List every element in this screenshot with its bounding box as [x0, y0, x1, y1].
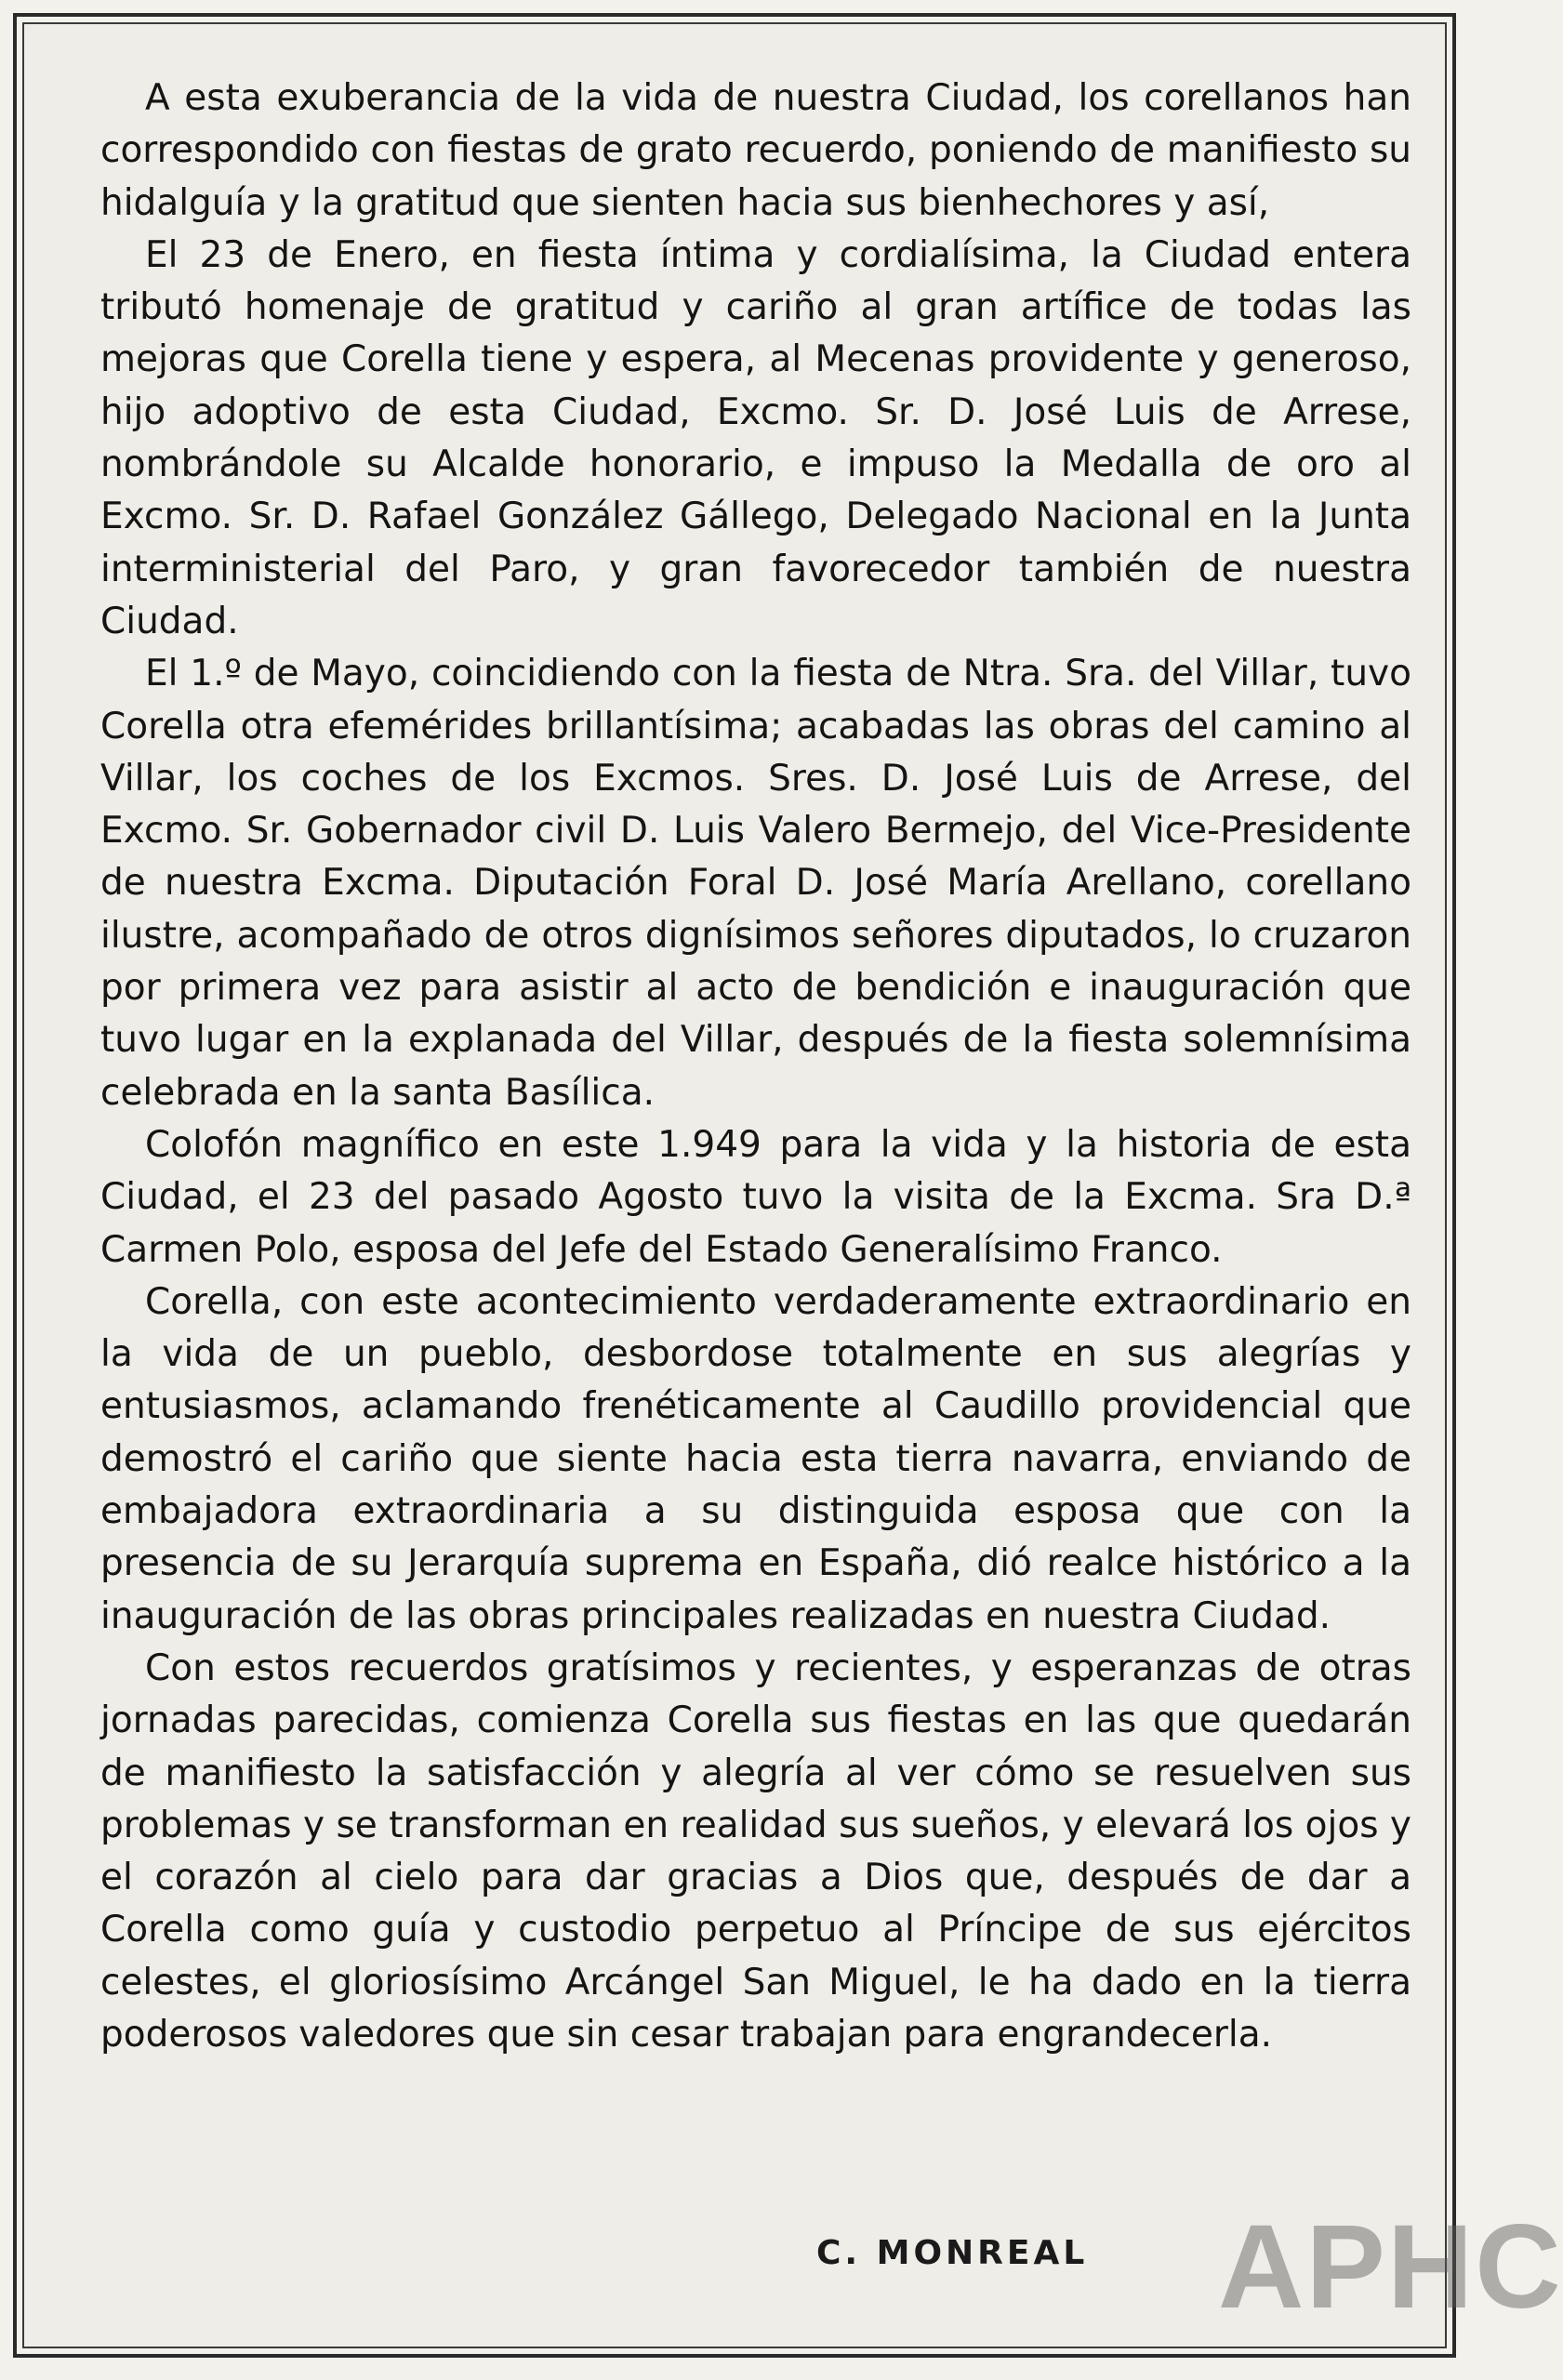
paragraph-3: El 1.º de Mayo, coincidiendo con la fiesta de Ntra. Sra. del Villar, tuvo Corella otra efemérides brillantísima; acabadas las obras del camino al Villar, los coches de los Excmos. Sres. D. José Luis de Arrese, del Excmo. Sr. Gobernador civil D. Luis Valero Bermejo, del Vice-Presidente de nuestra Excma. Diputación Foral D. José María Arellano, corellano ilustre, acompañado de otros dignísimos señores diputados, lo cruzaron por primera vez para asistir al acto de bendición e inauguración que tuvo lugar en la explanada del Villar, después de la fiesta solemnísima celebrada en la santa Basílica.	[100, 653, 1411, 1114]
paragraph-6: Con estos recuerdos gratísimos y recientes, y esperanzas de otras jornadas parecidas, comienza Corella sus fiestas en las que quedarán de manifiesto la satisfacción y alegría al ver cómo se resuelven sus problemas y se transforman en realidad sus sueños, y elevará los ojos y el corazón al cielo para dar gracias a Dios que, después de dar a Corella como guía y custodio perpetuo al Príncipe de sus ejércitos celestes, el gloriosísimo Arcángel San Miguel, le ha dado en la tierra poderosos valedores que sin cesar trabajan para engrandecerla.	[100, 1646, 1411, 2056]
article-body	[100, 73, 1411, 2061]
document-page	[13, 13, 1456, 2358]
aphc-watermark: APHC	[1218, 2201, 1563, 2334]
paragraph-4: Colofón magnífico en este 1.949 para la vida y la historia de esta Ciudad, el 23 del pasado Agosto tuvo la visita de la Excma. Sra D.ª Carmen Polo, esposa del Jefe del Estado Generalísimo Franco.	[100, 1123, 1411, 1271]
paragraph-2: El 23 de Enero, en fiesta íntima y cordialísima, la Ciudad entera tributó homenaje de gratitud y cariño al gran artífice de todas las mejoras que Corella tiene y espera, al Mecenas providente y generoso, hijo adoptivo de esta Ciudad, Excmo. Sr. D. José Luis de Arrese, nombrándole su Alcalde honorario, e impuso la Medalla de oro al Excmo. Sr. D. Rafael González Gállego, Delegado Nacional en la Junta interministerial del Paro, y gran favorecedor también de nuestra Ciudad.	[100, 233, 1411, 642]
author-signature: C. MONREAL	[816, 2234, 1089, 2272]
paragraph-1: A esta exuberancia de la vida de nuestra Ciudad, los corellanos han correspondido con fiestas de grato recuerdo, poniendo de manifiesto su hidalguía y la gratitud que sienten hacia sus bienhechores y así,	[100, 77, 1411, 224]
paragraph-5: Corella, con este acontecimiento verdaderamente extraordinario en la vida de un pueblo, desbordose totalmente en sus alegrías y entusiasmos, aclamando frenéticamente al Caudillo providencial que demostró el cariño que siente hacia esta tierra navarra, enviando de embajadora extraordinaria a su distinguida esposa que con la presencia de su Jerarquía suprema en España, dió realce histórico a la inauguración de las obras principales realizadas en nuestra Ciudad.	[100, 1280, 1411, 1637]
